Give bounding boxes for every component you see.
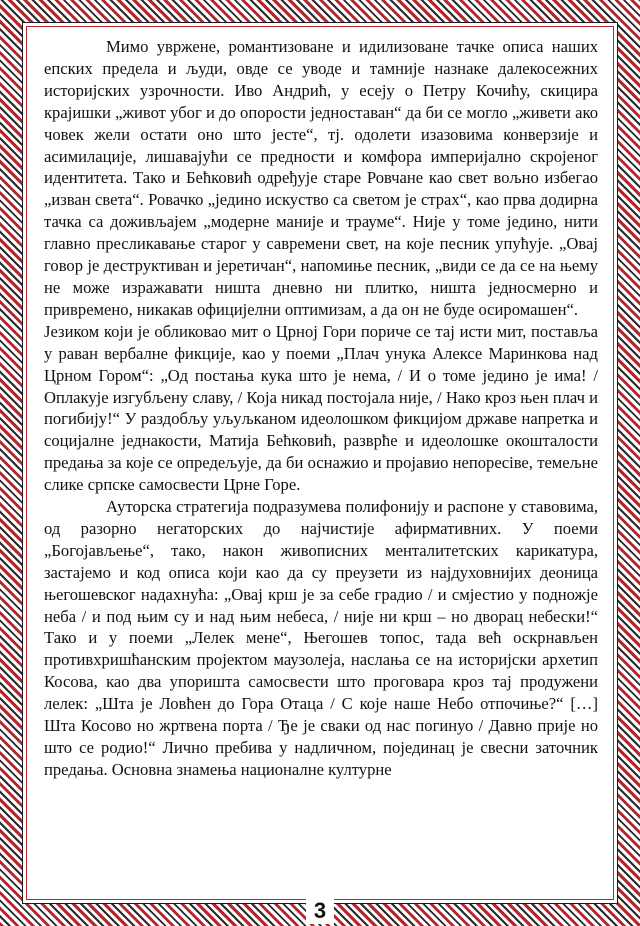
paragraph: Мимо увржене, романтизоване и идилизоване тачке описа наших епских предела и људи, овде се уводе и тамније назнаке далекосежних историјских узрочности. Иво Андрић, у есеју о Петру Кочићу, скицира крајишки „живот убог и до опорости једноставан“ да би се могло „живети ако човек жели остати оно што јесте“, тј. одолети изазовима конверзије и асимилације, лишавајући се предности и комфора империјално скројеног идентитета. Тако и Бећковић одређује старе Ровчане као свет вољно избегао „изван света“. Ровачко „једино искуство са светом је страх“, као прва додирна тачка са доживљајем „модерне маније и трауме“. Није у томе једино, нити главно пресликавање старог у савремени свет, на које песник упућује. „Овај говор је деструктиван и јеретичан“, напомиње песник, „види се да се на њему не може изражавати ништа дневно ни плитко, ништа једносмерно и привремено, никакав официјелни оптимизам, а да он не буде осиромашен“.	[44, 37, 598, 319]
body-text	[44, 36, 598, 882]
paragraph: Ауторска стратегија подразумева полифонију и распоне у ставовима, од разорно негаторских до најчистије афирмативних. У поеми „Богојављење“, тако, након живописних менталитетских карикатура, застајемо и код описа који као да су преузети из најдуховнијих деоница његошевског надахнућа: „Овај крш је за себе градио / и смјестио у подножје неба / и под њим су и над њим небеса, / није ни крш – но дворац небески!“ Тако и у поеми „Лелек мене“, Његошев топос, тада већ оскрнављен противхришћанским пројектом маузолеја, наслања се на историјски архетип Косова, као два упоришта самосвести што проговара кроз тај продужени лелек: „Шта је Ловћен до Гора Отаца / С које наше Небо отпочиње?“ […] Шта Косово но жртвена порта / Ђе је сваки од нас погинуо / Давно прије но што се родио!“ Лично пребива у надличном, појединац је свесни заточник предања. Основна знамења националне културне	[44, 497, 598, 779]
page-number: 3	[306, 898, 334, 924]
paragraph: Језиком који је обликовао мит о Црној Гори поричe се тај исти мит, поставља у раван вербалне фикције, као у поеми „Плач унука Алексе Маринкова над Црном Гором“: „Од постања кука што је нема, / И о томе једино је има! / Оплакује изгубљену славу, / Која никад постојала није, / Нако кроз њен плач и погибију!“ У раздобљу уљуљканом идеолошком фикцијом државе напретка и социјалне једнакости, Матија Бећковић, разврће и идеолошке окошталости предања за које се опредељује, да би оснажио и пројавио непореciве, темељне слике српске самосвести Црне Горе.	[44, 321, 598, 495]
